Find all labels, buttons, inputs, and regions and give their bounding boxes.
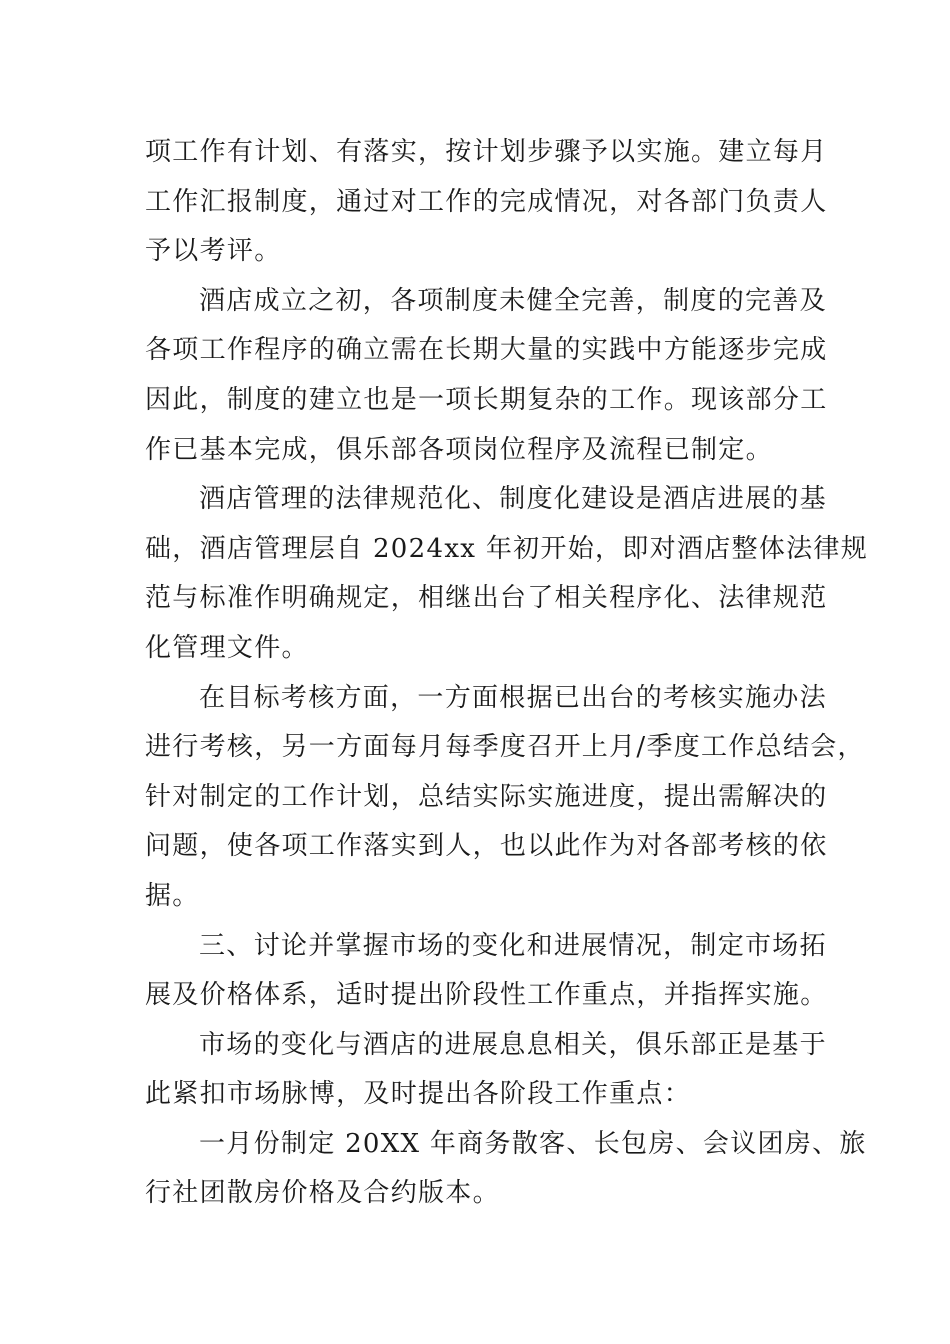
paragraph-4 bbox=[145, 674, 865, 922]
text-line: 行社团散房价格及合约版本。 bbox=[145, 1178, 500, 1209]
text-line: 各项工作程序的确立需在长期大量的实践中方能逐步完成 bbox=[145, 335, 828, 366]
text-line: 问题，使各项工作落实到人，也以此作为对各部考核的依 bbox=[145, 831, 828, 862]
text-line: 予以考评。 bbox=[145, 236, 282, 267]
text-line: 据。 bbox=[145, 880, 200, 911]
text-line: 因此，制度的建立也是一项长期复杂的工作。现该部分工 bbox=[145, 384, 828, 415]
paragraph-2 bbox=[145, 277, 835, 475]
text-line: 项工作有计划、有落实，按计划步骤予以实施。建立每月 bbox=[145, 137, 828, 167]
paragraph-3 bbox=[145, 475, 869, 673]
paragraph-6 bbox=[145, 1021, 835, 1120]
text-line: 化管理文件。 bbox=[145, 632, 309, 663]
text-line: 展及价格体系，适时提出阶段性工作重点，并指挥实施。 bbox=[145, 980, 828, 1011]
text-line: 范与标准作明确规定，相继出台了相关程序化、法律规范 bbox=[145, 583, 828, 614]
text-line: 在目标考核方面，一方面根据已出台的考核实施办法 bbox=[199, 682, 827, 713]
paragraph-5 bbox=[145, 922, 835, 1021]
text-line: 三、讨论并掌握市场的变化和进展情况，制定市场拓 bbox=[199, 930, 827, 961]
document-body bbox=[145, 128, 869, 1219]
paragraph-7 bbox=[145, 1120, 867, 1219]
text-line: 酒店管理的法律规范化、制度化建设是酒店进展的基 bbox=[199, 484, 827, 515]
text-line: 市场的变化与酒店的进展息息相关，俱乐部正是基于 bbox=[199, 1029, 827, 1060]
text-line: 础，酒店管理层自 2024xx 年初开始，即对酒店整体法律规 bbox=[145, 533, 869, 564]
text-line: 工作汇报制度，通过对工作的完成情况，对各部门负责人 bbox=[145, 186, 828, 217]
text-line: 针对制定的工作计划，总结实际实施进度，提出需解决的 bbox=[145, 781, 828, 812]
paragraph-1 bbox=[145, 128, 835, 277]
text-line: 酒店成立之初，各项制度未健全完善，制度的完善及 bbox=[199, 285, 827, 316]
text-line: 一月份制定 20XX 年商务散客、长包房、会议团房、旅 bbox=[199, 1128, 867, 1159]
text-line: 进行考核，另一方面每月每季度召开上月/季度工作总结会， bbox=[145, 732, 865, 763]
text-line: 此紧扣市场脉博，及时提出各阶段工作重点： bbox=[145, 1079, 692, 1110]
text-line: 作已基本完成，俱乐部各项岗位程序及流程已制定。 bbox=[145, 434, 773, 465]
